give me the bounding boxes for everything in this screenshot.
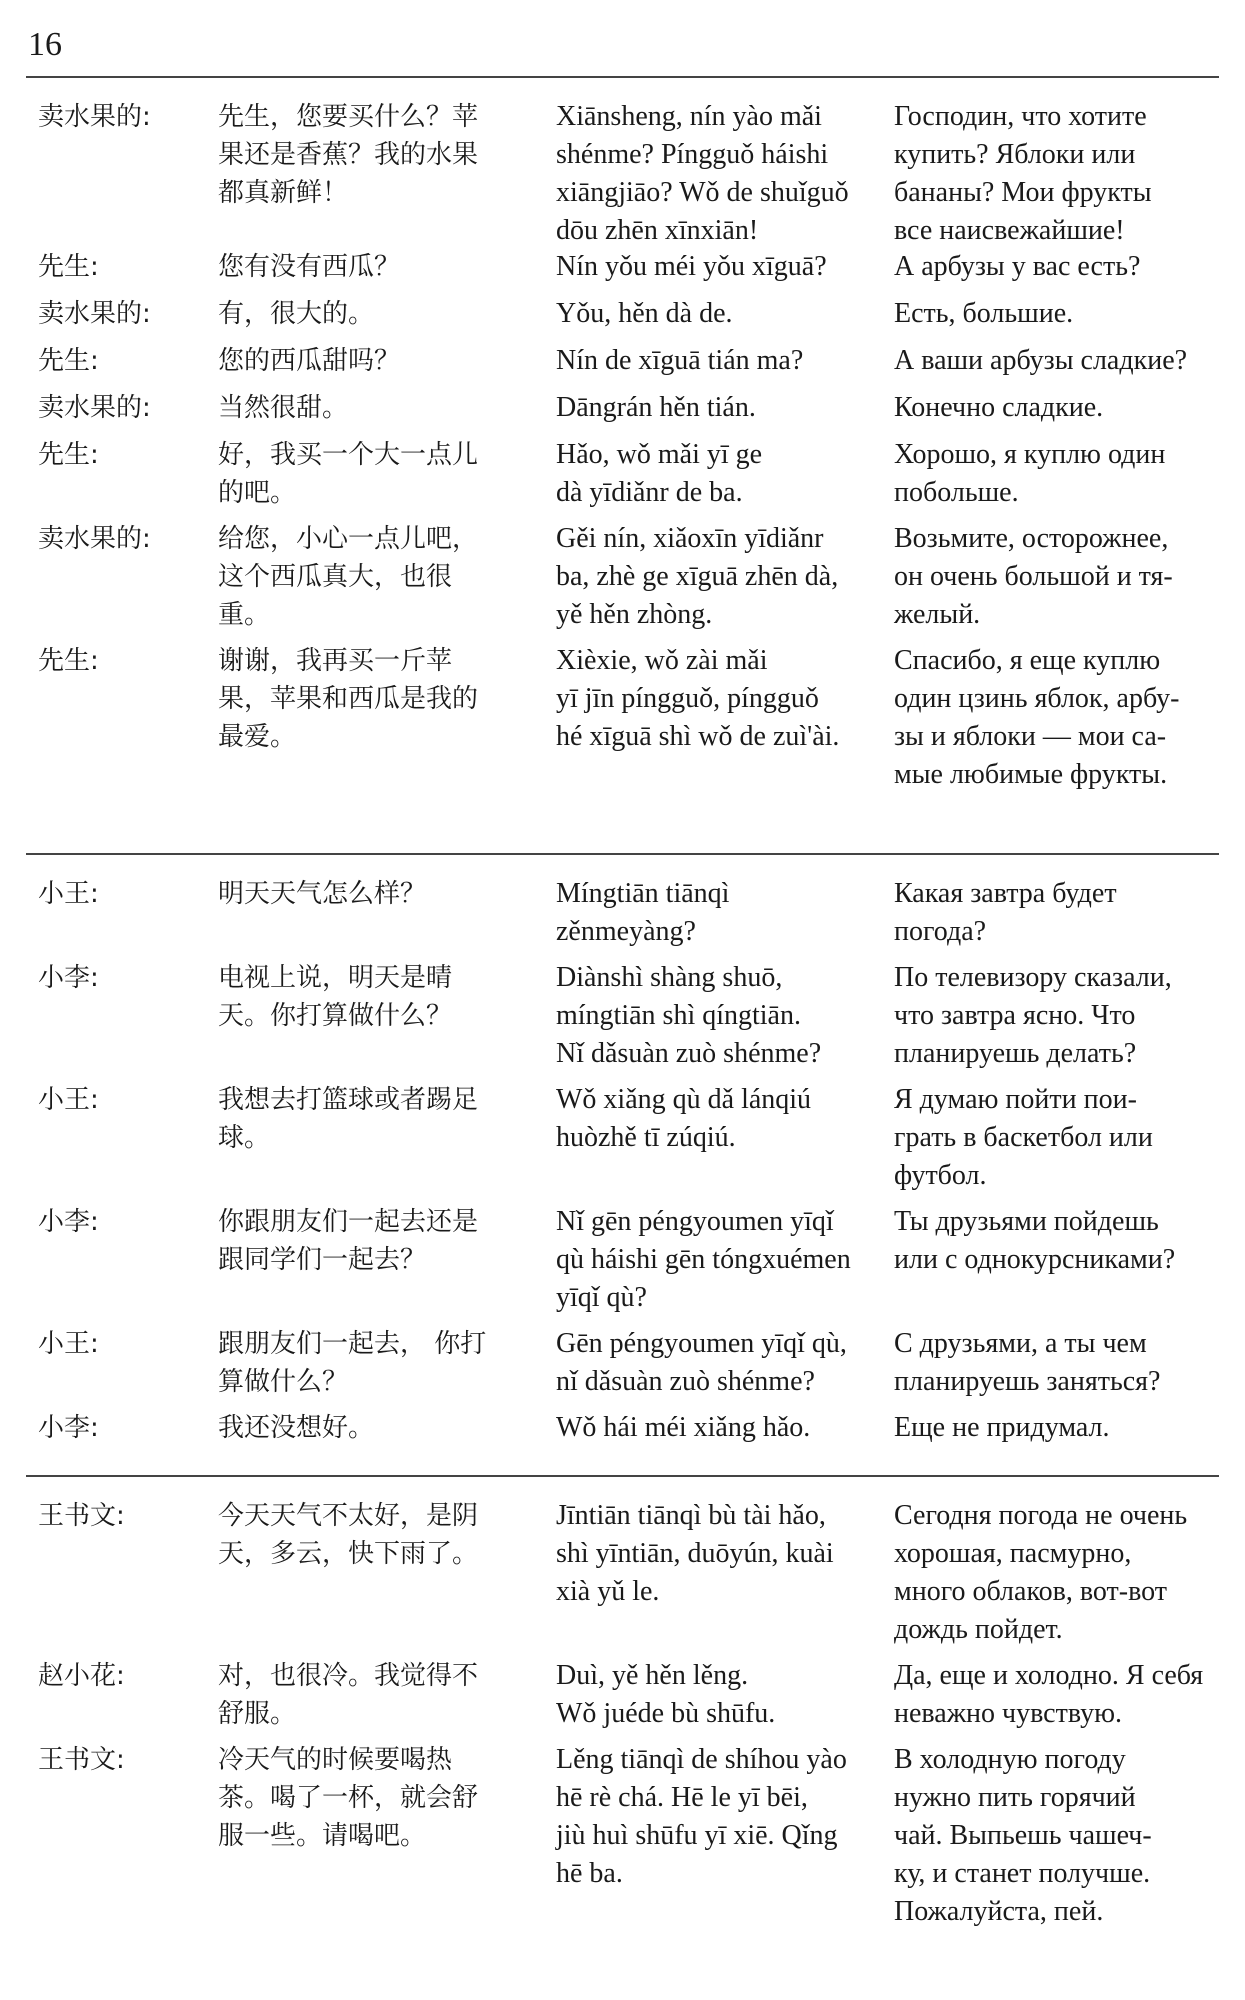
chinese-text: 先生，您要买什么？苹 果还是香蕉？我的水果 都真新鲜！ [218, 102, 479, 208]
pinyin-text: Wǒ xiǎng qù dǎ lánqiú huòzhě tī zúqiú. [556, 1084, 812, 1153]
speaker-label: 小李: [38, 1413, 99, 1443]
dialogue-row [26, 436, 1219, 520]
chinese-text: 跟朋友们一起去， 你打 算做什么？ [218, 1329, 487, 1397]
chinese-text: 电视上说，明天是晴 天。你打算做什么？ [218, 963, 453, 1031]
chinese-text: 您有没有西瓜？ [218, 252, 401, 282]
russian-text: Конечно сладкие. [894, 392, 1104, 423]
russian-text: Сегодня погода не очень хорошая, пасмурно, много облаков, вот-вот дождь пойдет. [894, 1500, 1188, 1645]
dialogue-row [26, 1741, 1219, 1931]
russian-text: В холодную погоду нужно пить горячий чай. Выпьешь чашеч- ку, и станет получше. Пожалуйста, пей. [894, 1744, 1152, 1927]
dialogue-row [26, 295, 1219, 342]
speaker-label: 小王: [38, 1085, 99, 1115]
pinyin-text: Hǎo, wǒ mǎi yī ge dà yīdiǎnr de ba. [556, 439, 763, 508]
speaker-label: 小王: [38, 1329, 99, 1359]
dialogue-row [26, 1081, 1219, 1203]
russian-text: Спасибо, я еще куплю один цзинь яблок, арбу- зы и яблоки — мои са- мые любимые фрукты. [894, 645, 1180, 790]
chinese-text: 冷天气的时候要喝热 茶。喝了一杯，就会舒 服一些。请喝吧。 [218, 1745, 479, 1851]
pinyin-text: Nín de xīguā tián ma? [556, 345, 804, 376]
chinese-text: 给您，小心一点儿吧， 这个西瓜真大，也很 重。 [218, 524, 479, 630]
chinese-text: 对，也很冷。我觉得不 舒服。 [218, 1661, 479, 1729]
russian-text: Еще не придумал. [894, 1412, 1110, 1443]
pinyin-text: Diànshì shàng shuō, míngtiān shì qíngtiān. Nǐ dǎsuàn zuò shénme? [556, 962, 822, 1069]
speaker-label: 先生: [38, 346, 99, 376]
russian-text: Какая завтра будет погода? [894, 878, 1117, 947]
pinyin-text: Lěng tiānqì de shíhou yào hē rè chá. Hē le yī bēi, jiù huì shūfu yī xiē. Qǐng hē ba. [556, 1744, 847, 1889]
dialogue-row [26, 248, 1219, 295]
chinese-text: 明天天气怎么样？ [218, 879, 427, 909]
chinese-text: 有，很大的。 [218, 299, 375, 329]
speaker-label: 先生: [38, 440, 99, 470]
pinyin-text: Nǐ gēn péngyoumen yīqǐ qù háishi gēn tóngxuémen yīqǐ qù? [556, 1206, 851, 1313]
chinese-text: 今天天气不太好，是阴 天，多云，快下雨了。 [218, 1501, 479, 1569]
dialogue-row [26, 642, 1219, 792]
russian-text: Я думаю пойти пои- грать в баскетбол или футбол. [894, 1084, 1153, 1191]
dialogue-row [26, 342, 1219, 389]
chinese-text: 好，我买一个大一点儿 的吧。 [218, 440, 479, 508]
russian-text: Господин, что хотите купить? Яблоки или бананы? Мои фрукты все наисвежайшие! [894, 101, 1152, 246]
section-divider [26, 1475, 1219, 1477]
pinyin-text: Xièxie, wǒ zài mǎi yī jīn píngguǒ, píngguǒ hé xīguā shì wǒ de zuì'ài. [556, 645, 840, 752]
dialogue-section-fruit [26, 98, 1219, 792]
dialogue-row [26, 1203, 1219, 1325]
russian-text: С друзьями, а ты чем планируешь заняться? [894, 1328, 1161, 1397]
dialogue-row [26, 1409, 1219, 1456]
dialogue-row [26, 520, 1219, 642]
chinese-text: 您的西瓜甜吗？ [218, 346, 401, 376]
russian-text: Ты друзьями пойдешь или с однокурсниками? [894, 1206, 1176, 1275]
section-divider [26, 853, 1219, 855]
header-divider [26, 76, 1219, 78]
speaker-label: 王书文: [38, 1745, 125, 1775]
speaker-label: 小李: [38, 963, 99, 993]
dialogue-section-weather-tea [26, 1497, 1219, 1931]
dialogue-row [26, 959, 1219, 1081]
speaker-label: 卖水果的: [38, 393, 151, 423]
chinese-text: 谢谢，我再买一斤苹 果，苹果和西瓜是我的 最爱。 [218, 646, 479, 752]
russian-text: Возьмите, осторожнее, он очень большой и тя- желый. [894, 523, 1173, 630]
speaker-label: 赵小花: [38, 1661, 125, 1691]
russian-text: По телевизору сказали, что завтра ясно. Что планируешь делать? [894, 962, 1172, 1069]
pinyin-text: Xiānsheng, nín yào mǎi shénme? Píngguǒ háishi xiāngjiāo? Wǒ de shuǐguǒ dōu zhēn xīnxiān! [556, 101, 849, 246]
chinese-text: 你跟朋友们一起去还是 跟同学们一起去？ [218, 1207, 479, 1275]
speaker-label: 先生: [38, 252, 99, 282]
pinyin-text: Jīntiān tiānqì bù tài hǎo, shì yīntiān, duōyún, kuài xià yǔ le. [556, 1500, 834, 1607]
pinyin-text: Yǒu, hěn dà de. [556, 298, 733, 329]
speaker-label: 小王: [38, 879, 99, 909]
chinese-text: 我想去打篮球或者踢足 球。 [218, 1085, 479, 1153]
pinyin-text: Nín yǒu méi yǒu xīguā? [556, 251, 827, 282]
speaker-label: 卖水果的: [38, 299, 151, 329]
pinyin-text: Gěi nín, xiǎoxīn yīdiǎnr ba, zhè ge xīguā zhēn dà, yě hěn zhòng. [556, 523, 839, 630]
page-number: 16 [28, 26, 62, 63]
speaker-label: 小李: [38, 1207, 99, 1237]
pinyin-text: Gēn péngyoumen yīqǐ qù, nǐ dǎsuàn zuò shénme? [556, 1328, 847, 1397]
pinyin-text: Wǒ hái méi xiǎng hǎo. [556, 1412, 811, 1443]
russian-text: Есть, большие. [894, 298, 1074, 329]
chinese-text: 我还没想好。 [218, 1413, 375, 1443]
speaker-label: 卖水果的: [38, 524, 151, 554]
speaker-label: 卖水果的: [38, 102, 151, 132]
dialogue-row [26, 389, 1219, 436]
dialogue-row [26, 98, 1219, 248]
russian-text: Хорошо, я куплю один побольше. [894, 439, 1166, 508]
pinyin-text: Duì, yě hěn lěng. Wǒ juéde bù shūfu. [556, 1660, 776, 1729]
russian-text: Да, еще и холодно. Я себя неважно чувствую. [894, 1660, 1204, 1729]
pinyin-text: Dāngrán hěn tián. [556, 392, 756, 423]
speaker-label: 王书文: [38, 1501, 125, 1531]
russian-text: А арбузы у вас есть? [894, 251, 1141, 282]
dialogue-row [26, 1325, 1219, 1409]
pinyin-text: Míngtiān tiānqì zěnmeyàng? [556, 878, 730, 947]
chinese-text: 当然很甜。 [218, 393, 349, 423]
dialogue-row [26, 875, 1219, 959]
dialogue-row [26, 1497, 1219, 1657]
dialogue-section-weather-basketball [26, 875, 1219, 1456]
russian-text: А ваши арбузы сладкие? [894, 345, 1188, 376]
dialogue-row [26, 1657, 1219, 1741]
speaker-label: 先生: [38, 646, 99, 676]
